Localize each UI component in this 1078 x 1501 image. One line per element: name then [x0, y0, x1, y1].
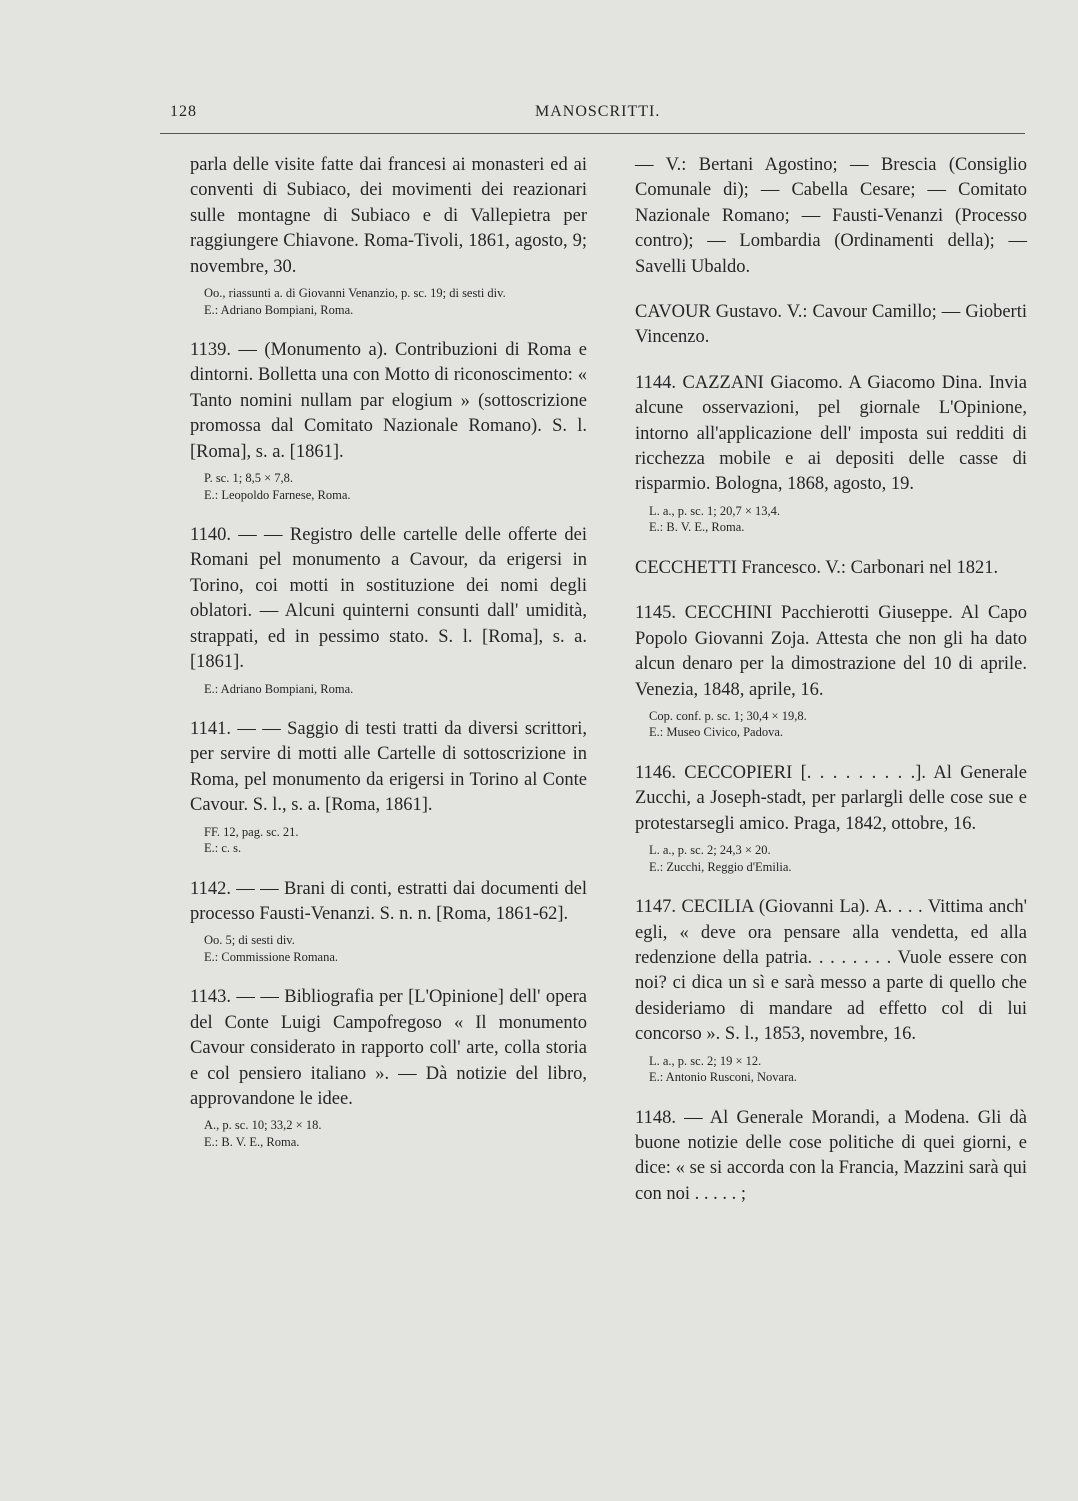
- right-column: [635, 153, 1027, 1207]
- entry-text: 1146. CECCOPIERI [. . . . . . . . .]. Al Generale Zucchi, a Joseph-stadt, per parlargli delle cose sue e protestarsegli amico. Praga, 1842, ottobre, 16.: [635, 762, 1027, 834]
- entry-1141: [190, 717, 587, 857]
- entry-text: 1147. CECILIA (Giovanni La). A. . . . Vittima anch' egli, « deve ora pensare alla vendetta, ed alla redenzione della patria. . . . . . . . Vuole essere con noi? ci dica un sì e sarà messo a parte di quello che desideriamo di mandare ad effetto col di lui concorso ». S. l., 1853, novembre, 16.: [635, 897, 1027, 1045]
- entry-meta: E.: Museo Civico, Padova.: [649, 725, 784, 740]
- entry-text: — V.: Bertani Agostino; — Brescia (Consiglio Comunale di); — Cabella Cesare; — Comitato Nazionale Romano; — Fausti-Venanzi (Processo contro); — Lombardia (Ordinamenti della); — Savelli Ubaldo.: [635, 155, 1027, 277]
- entry-meta: E.: Antonio Rusconi, Novara.: [649, 1070, 797, 1085]
- entry-meta: L. a., p. sc. 1; 20,7 × 13,4.: [649, 503, 780, 518]
- entry-meta: P. sc. 1; 8,5 × 7,8.: [204, 471, 294, 486]
- entry-meta: Cop. conf. p. sc. 1; 30,4 × 19,8.: [649, 708, 807, 723]
- entry-meta: E.: Adriano Bompiani, Roma.: [204, 681, 354, 696]
- entry-1144: [635, 371, 1027, 536]
- entry-1146: [635, 761, 1027, 875]
- entry-cecchetti: [635, 556, 1027, 581]
- entry-text: 1139. — (Monumento a). Contribuzioni di Roma e dintorni. Bolletta una con Motto di riconoscimento: « Tanto nomini nullam par elogium » (sottoscrizione promossa dal Comitato Nazionale Romano). S. l. [Roma], s. a. [1861].: [190, 340, 587, 462]
- entry-meta: L. a., p. sc. 2; 19 × 12.: [649, 1053, 762, 1068]
- entry-continued: [190, 153, 587, 318]
- entry-meta: E.: B. V. E., Roma.: [649, 520, 745, 535]
- page-number: 128: [170, 103, 197, 120]
- entry-text: 1141. — — Saggio di testi tratti da diversi scrittori, per servire di motti alle Cartelle di sottoscrizione in Roma, pel monumento da erigersi in Torino al Conte Cavour. S. l., s. a. [Roma, 1861].: [190, 719, 587, 816]
- entry-1145: [635, 601, 1027, 741]
- entry-text: 1142. — — Brani di conti, estratti dai documenti del processo Fausti-Venanzi. S. n. n. [Roma, 1861-62].: [190, 878, 587, 925]
- entry-1147: [635, 895, 1027, 1085]
- entry-text: 1144. CAZZANI Giacomo. A Giacomo Dina. Invia alcune osservazioni, pel giornale L'Opinione, intorno all'applicazione dell' imposta sui redditi di ricchezza mobile e ai depositi delle casse di risparmio. Bologna, 1868, agosto, 19.: [635, 372, 1027, 495]
- entry-1139: [190, 338, 587, 503]
- left-column: [190, 153, 587, 1150]
- entry-meta: E.: c. s.: [204, 841, 242, 856]
- entry-meta: L. a., p. sc. 2; 24,3 × 20.: [649, 843, 771, 858]
- entry-meta: FF. 12, pag. sc. 21.: [204, 824, 299, 839]
- entry-meta: Oo., riassunti a. di Giovanni Venanzio, p. sc. 19; di sesti div.: [204, 286, 506, 301]
- entry-text: 1143. — — Bibliografia per [L'Opinione] dell' opera del Conte Luigi Campofregoso « Il monumento Cavour considerato in rapporto coll' arte, colla storia e col pensiero italiano ». — Dà notizie del libro, approvandone le idee.: [190, 987, 587, 1110]
- entry-1143: [190, 985, 587, 1150]
- entry-1140: [190, 523, 587, 697]
- entry-cavour-gustavo: [635, 300, 1027, 351]
- entry-cross-reference: [635, 153, 1027, 280]
- entry-text: 1140. — — Registro delle cartelle delle offerte dei Romani pel monumento a Cavour, da erigersi in Torino, coi motti in sostituzione dei nomi degli oblatori. — Alcuni quinterni consunti dall' umidità, strappati, ed in pessimo stato. S. l. [Roma], s. a. [1861].: [190, 525, 587, 673]
- entry-meta: A., p. sc. 10; 33,2 × 18.: [204, 1118, 322, 1133]
- entry-meta: Oo. 5; di sesti div.: [204, 933, 295, 948]
- entry-meta: E.: B. V. E., Roma.: [204, 1134, 300, 1149]
- entry-text: CAVOUR Gustavo. V.: Cavour Camillo; — Gioberti Vincenzo.: [635, 302, 1027, 348]
- entry-meta: E.: Zucchi, Reggio d'Emilia.: [649, 859, 792, 874]
- entry-meta: E.: Adriano Bompiani, Roma.: [204, 302, 354, 317]
- running-title: MANOSCRITTI.: [535, 103, 661, 120]
- entry-text: parla delle visite fatte dai francesi ai monasteri ed ai conventi di Subiaco, dei movimenti dei reazionari sulle montagne di Subiaco e di Vallepietra per raggiungere Chiavone. Roma-Tivoli, 1861, agosto, 9; novembre, 30.: [190, 155, 587, 277]
- entry-meta: E.: Commissione Romana.: [204, 949, 339, 964]
- entry-meta: E.: Leopoldo Farnese, Roma.: [204, 487, 351, 502]
- entry-text: 1148. — Al Generale Morandi, a Modena. Gli dà buone notizie delle cose politiche di quei giorni, e dice: « se si accorda con la Francia, Mazzini sarà qui con noi . . . . . ;: [635, 1107, 1027, 1204]
- entry-text: CECCHETTI Francesco. V.: Carbonari nel 1821.: [635, 557, 999, 578]
- header-rule: [160, 133, 1025, 134]
- entry-1142: [190, 877, 587, 966]
- page-header: [170, 103, 1025, 129]
- entry-1148: [635, 1106, 1027, 1208]
- entry-text: 1145. CECCHINI Pacchierotti Giuseppe. Al Capo Popolo Giovanni Zoja. Attesta che non gli ha dato alcun denaro per la dimostrazione del 10 di aprile. Venezia, 1848, aprile, 16.: [635, 603, 1027, 700]
